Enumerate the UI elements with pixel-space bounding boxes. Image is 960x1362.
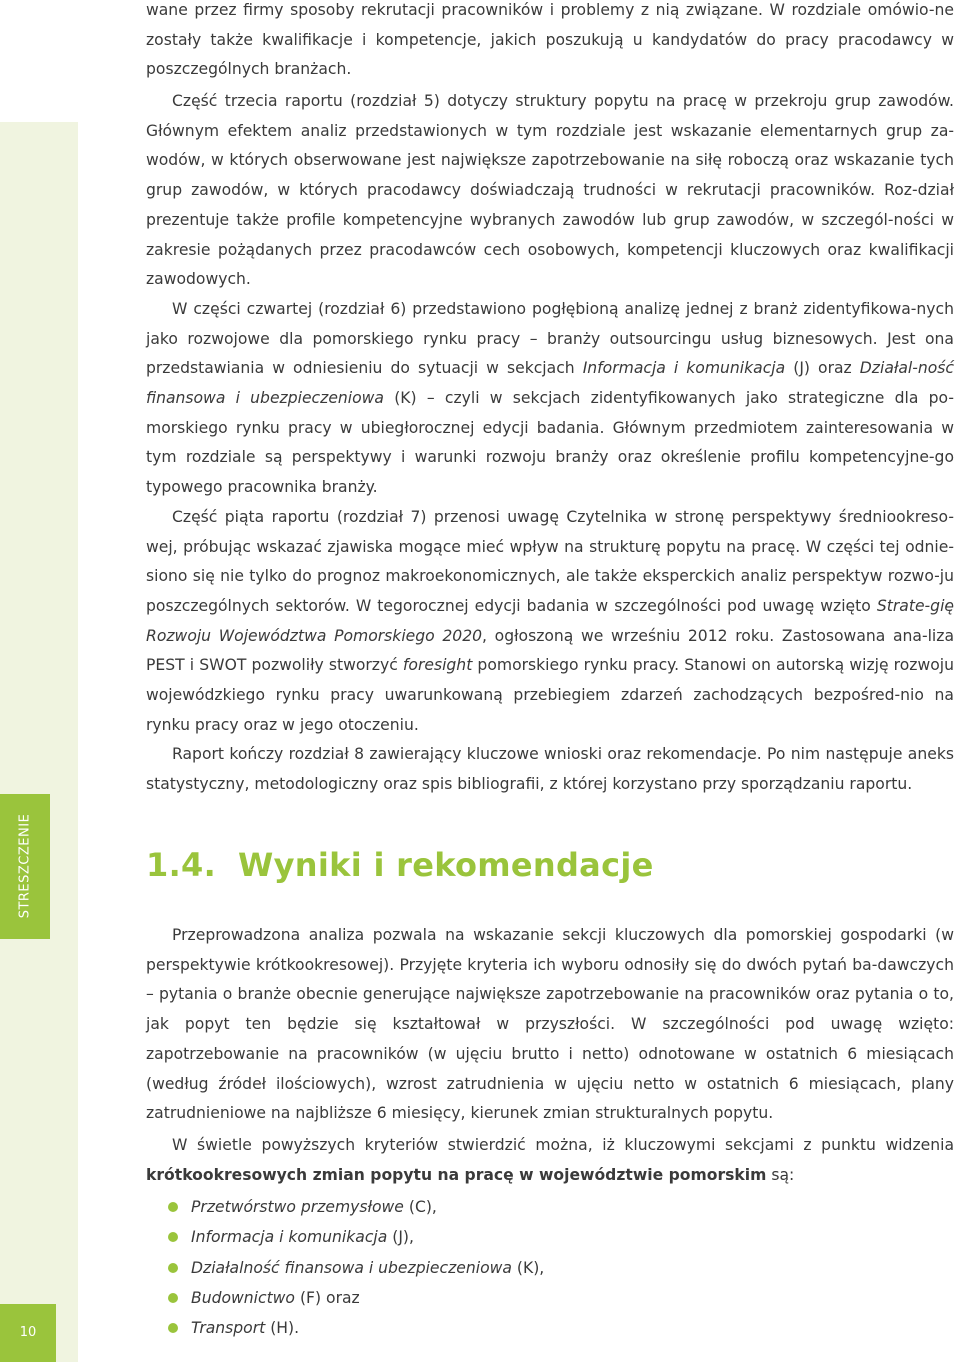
list-item: Informacja i komunikacja (J), bbox=[146, 1222, 954, 1252]
section-number: 1.4. bbox=[146, 846, 217, 884]
paragraph: wane przez firmy sposoby rekrutacji pracowników i problemy z nią związane. W rozdziale omówio-ne zostały także kwalifikacje i kompetencje, jakich poszukują u kandydatów do pracy pracodawcy w poszczególnych branżach. bbox=[146, 1, 954, 79]
list-item: Budownictwo (F) oraz bbox=[146, 1283, 954, 1313]
section-heading bbox=[146, 846, 654, 884]
paragraph: W świetle powyższych kryteriów stwierdzić można, iż kluczowymi sekcjami z punktu widzenia krótkookresowych zmian popytu na pracę w województwie pomorskim są: bbox=[146, 1135, 954, 1184]
bold-phrase: krótkookresowych zmian popytu na pracę w województwie pomorskim bbox=[146, 1165, 767, 1184]
bullet-dot-icon bbox=[168, 1293, 178, 1303]
section-title: Wyniki i rekomendacje bbox=[238, 846, 654, 884]
paragraph: Przeprowadzona analiza pozwala na wskazanie sekcji kluczowych dla pomorskiej gospodarki (w perspektywie krótkookresowej). Przyjęte kryteria ich wyboru odnosiły się do dwóch pytań ba-dawczych – pytania o branże obecnie generujące największe zapotrzebowanie na pracowników oraz pytania o to, jak popyt ten będzie się kształtował w przyszłości. W szczególności pod uwagę wzięto: zapotrzebowanie na pracowników (w ujęciu brutto i netto) odnotowane w ostatnich 6 miesiącach (według źródeł ilościowych), wzrost zatrudnienia w ujęciu netto w ostatnich 6 miesiącach, plany zatrudnieniowe na najbliższe 6 miesięcy, kierunek zmian strukturalnych popytu. bbox=[146, 926, 954, 1123]
emphasis: Strate-gię Rozwoju Województwa Pomorskiego 2020 bbox=[146, 596, 954, 645]
section-tab bbox=[0, 794, 50, 939]
chapter-overview bbox=[146, 87, 954, 800]
paragraph: Część trzecia raportu (rozdział 5) dotyczy struktury popytu na pracę w przekroju grup zawodów. Głównym efektem analiz przedstawionych w tym rozdziale jest wskazanie elementarnych grup za-wodów, w których obserwowane jest największe zapotrzebowanie na siłę roboczą oraz wskazanie tych grup zawodów, w których pracodawcy doświadczają trudności w rekrutacji pracowników. Roz-dział prezentuje także profile kompetencyjne wybranych zawodów lub grup zawodów, w szczegól-ności w zakresie pożądanych przez pracodawców cech osobowych, kompetencji kluczowych oraz kwalifikacji zawodowych. bbox=[146, 92, 954, 289]
bullet-dot-icon bbox=[168, 1232, 178, 1242]
bullet-dot-icon bbox=[168, 1263, 178, 1273]
page-number: 10 bbox=[0, 1304, 56, 1362]
paragraph: Raport kończy rozdział 8 zawierający kluczowe wnioski oraz rekomendacje. Po nim następuje aneks statystyczny, metodologiczny oraz spis bibliografii, z której korzystano przy sporządzaniu raportu. bbox=[146, 745, 954, 794]
paragraph: W części czwartej (rozdział 6) przedstawiono pogłębioną analizę jednej z branż zidentyfikowa-nych jako rozwojowe dla pomorskiego rynku pracy – branży outsourcingu usług biznesowych. Jest ona przedstawiania w odniesieniu do sytuacji w sekcjach Informacja i komunikacja (J) oraz Działal-ność finansowa i ubezpieczeniowa (K) – czyli w sekcjach zidentyfikowanych jako strategiczne dla po-morskiego rynku pracy w ubiegłorocznej edycji badania. Głównym przedmiotem zainteresowania w tym rozdziale są perspektywy i warunki rozwoju branży oraz określenie profilu kompetencyjne-go typowego pracownika branży. bbox=[146, 299, 954, 497]
emphasis: Działal-ność finansowa i ubezpieczeniowa bbox=[146, 359, 954, 408]
list-item: Transport (H). bbox=[146, 1313, 954, 1343]
section-tab-label: STRESZCZENIE bbox=[17, 813, 33, 919]
paragraph: Część piąta raportu (rozdział 7) przenosi uwagę Czytelnika w stronę perspektywy średniookreso-wej, próbując wskazać zjawiska mogące mieć wpływ na strukturę popytu na pracę. W części tej odnie-siono się nie tylko do prognoz makroekonomicznych, ale także eksperckich analiz perspektyw rozwo-ju poszczególnych sektorów. W tegorocznej edycji badania w szczególności pod uwagę wzięto Strate-gię Rozwoju Województwa Pomorskiego 2020, ogłoszoną we wrześniu 2012 roku. Zastosowana ana-liza PEST i SWOT pozwoliły stworzyć foresight pomorskiego rynku pracy. Stanowi on autorską wizję rozwoju wojewódzkiego rynku pracy uwarunkowaną przebiegiem zdarzeń zachodzących bezpośred-nio na rynku pracy oraz w jego otoczeniu. bbox=[146, 507, 955, 734]
bullet-dot-icon bbox=[168, 1323, 178, 1333]
bullet-dot-icon bbox=[168, 1202, 178, 1212]
emphasis: foresight bbox=[402, 656, 473, 675]
emphasis: Informacja i komunikacja bbox=[582, 359, 786, 378]
intro-paragraph-continued bbox=[146, 0, 954, 85]
key-sections-list bbox=[146, 1192, 954, 1342]
results-section bbox=[146, 921, 954, 1343]
list-item: Działalność finansowa i ubezpieczeniowa (K), bbox=[146, 1253, 954, 1283]
list-item: Przetwórstwo przemysłowe (C), bbox=[146, 1192, 954, 1222]
sidebar-band bbox=[0, 122, 78, 1362]
